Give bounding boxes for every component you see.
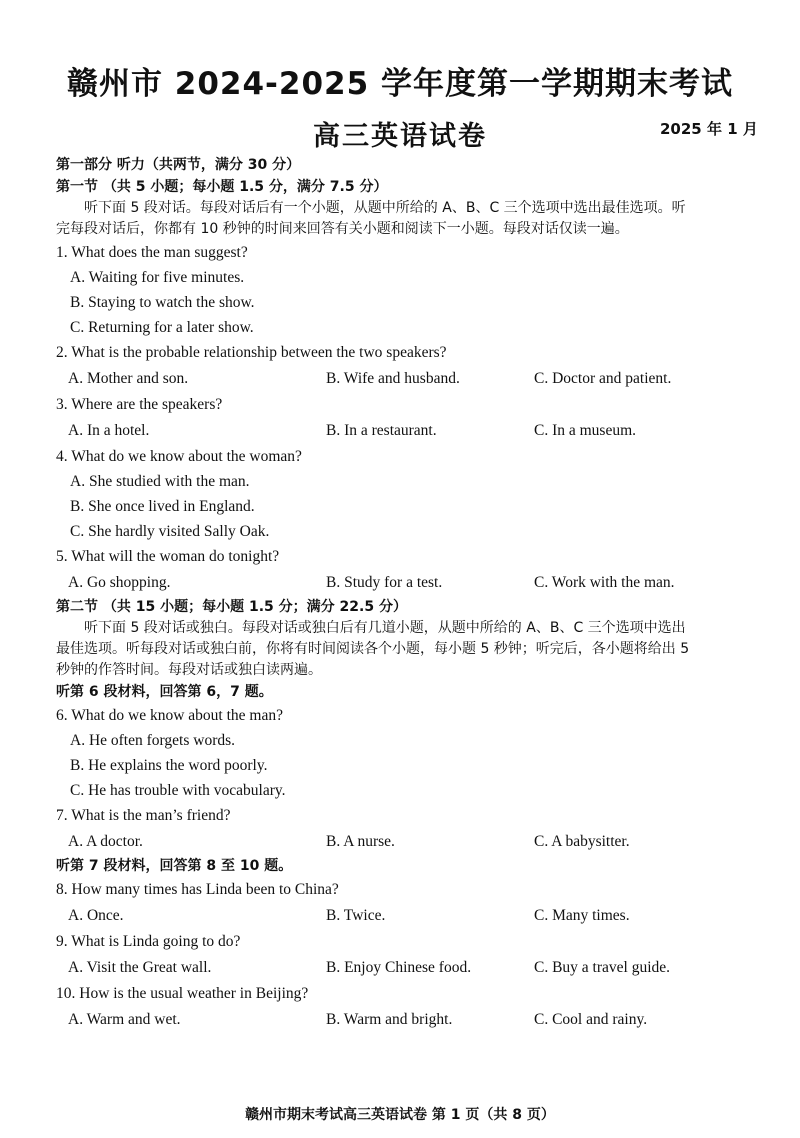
options-row: [56, 828, 800, 855]
option-c: C. Returning for a later show.: [70, 319, 254, 336]
option-c: C. He has trouble with vocabulary.: [70, 782, 286, 799]
option-a: A. Warm and wet.: [68, 1011, 181, 1028]
question-stem: 6. What do we know about the man?: [56, 707, 283, 724]
page-footer: 赣州市期末考试高三英语试卷 第 1 页（共 8 页）: [245, 1107, 555, 1123]
option-c: C. Doctor and patient.: [534, 370, 672, 387]
option-b: B. Wife and husband.: [326, 370, 460, 387]
exam-date: 2025 年 1 月: [660, 120, 758, 138]
options-row: [56, 954, 800, 981]
exam-title: 赣州市 2024-2025 学年度第一学期期末考试: [66, 66, 733, 102]
question-stem: 7. What is the man’s friend?: [56, 807, 231, 824]
option-a: A. Mother and son.: [68, 370, 189, 387]
section1-instruction: 完每段对话后，你都有 10 秒钟的时间来回答有关小题和阅读下一小题。每段对话仅读一遍。: [56, 221, 629, 237]
section2-instruction: 最佳选项。听每段对话或独白前，你将有时间阅读各个小题，每小题 5 秒钟；听完后，各小题将给出 5: [56, 641, 690, 657]
option-b: B. Study for a test.: [326, 574, 443, 591]
material-heading: 听第 6 段材料，回答第 6，7 题。: [56, 684, 273, 700]
option-a: A. In a hotel.: [68, 422, 150, 439]
option-c: C. Buy a travel guide.: [534, 959, 671, 976]
question-stem: 10. How is the usual weather in Beijing?: [56, 985, 309, 1002]
option-b: B. In a restaurant.: [326, 422, 437, 439]
question-stem: 1. What does the man suggest?: [56, 244, 248, 261]
options-row: [56, 1006, 800, 1033]
option-a: A. She studied with the man.: [70, 473, 250, 490]
option-b: B. Warm and bright.: [326, 1011, 453, 1028]
option-a: A. Once.: [68, 907, 124, 924]
option-a: A. A doctor.: [68, 833, 143, 850]
option-c: C. Cool and rainy.: [534, 1011, 648, 1028]
option-b: B. Twice.: [326, 907, 386, 924]
option-a: A. Visit the Great wall.: [68, 959, 212, 976]
option-a: A. Go shopping.: [68, 574, 171, 591]
option-c: C. She hardly visited Sally Oak.: [70, 523, 270, 540]
option-b: B. She once lived in England.: [70, 498, 255, 515]
options-row: [56, 417, 800, 444]
option-a: A. He often forgets words.: [70, 732, 236, 749]
material-heading: 听第 7 段材料，回答第 8 至 10 题。: [56, 858, 293, 874]
question-stem: 5. What will the woman do tonight?: [56, 548, 280, 565]
section2-heading: 第二节 （共 15 小题；每小题 1.5 分；满分 22.5 分）: [56, 599, 407, 615]
question-stem: 8. How many times has Linda been to China?: [56, 881, 339, 898]
section1-heading: 第一节 （共 5 小题；每小题 1.5 分，满分 7.5 分）: [56, 179, 388, 195]
option-b: B. A nurse.: [326, 833, 395, 850]
section1-instruction: 听下面 5 段对话。每段对话后有一个小题，从题中所给的 A、B、C 三个选项中选出最佳选项。听: [84, 200, 686, 216]
option-c: C. A babysitter.: [534, 833, 630, 850]
section2-instruction: 听下面 5 段对话或独白。每段对话或独白后有几道小题，从题中所给的 A、B、C 三个选项中选出: [84, 620, 686, 636]
options-row: [56, 569, 800, 596]
exam-subtitle: 高三英语试卷: [313, 121, 487, 152]
option-b: B. Staying to watch the show.: [70, 294, 255, 311]
question-stem: 3. Where are the speakers?: [56, 396, 223, 413]
option-c: C. In a museum.: [534, 422, 637, 439]
option-c: C. Many times.: [534, 907, 630, 924]
exam-content: [56, 154, 800, 1033]
question-stem: 2. What is the probable relationship between the two speakers?: [56, 344, 447, 361]
question-stem: 9. What is Linda going to do?: [56, 933, 241, 950]
option-a: A. Waiting for five minutes.: [70, 269, 245, 286]
option-b: B. He explains the word poorly.: [70, 757, 268, 774]
options-row: [56, 902, 800, 929]
option-b: B. Enjoy Chinese food.: [326, 959, 472, 976]
option-c: C. Work with the man.: [534, 574, 675, 591]
section2-instruction: 秒钟的作答时间。每段对话或独白读两遍。: [56, 662, 322, 678]
options-row: [56, 365, 800, 392]
question-stem: 4. What do we know about the woman?: [56, 448, 302, 465]
part1-heading: 第一部分 听力（共两节，满分 30 分）: [56, 157, 301, 173]
